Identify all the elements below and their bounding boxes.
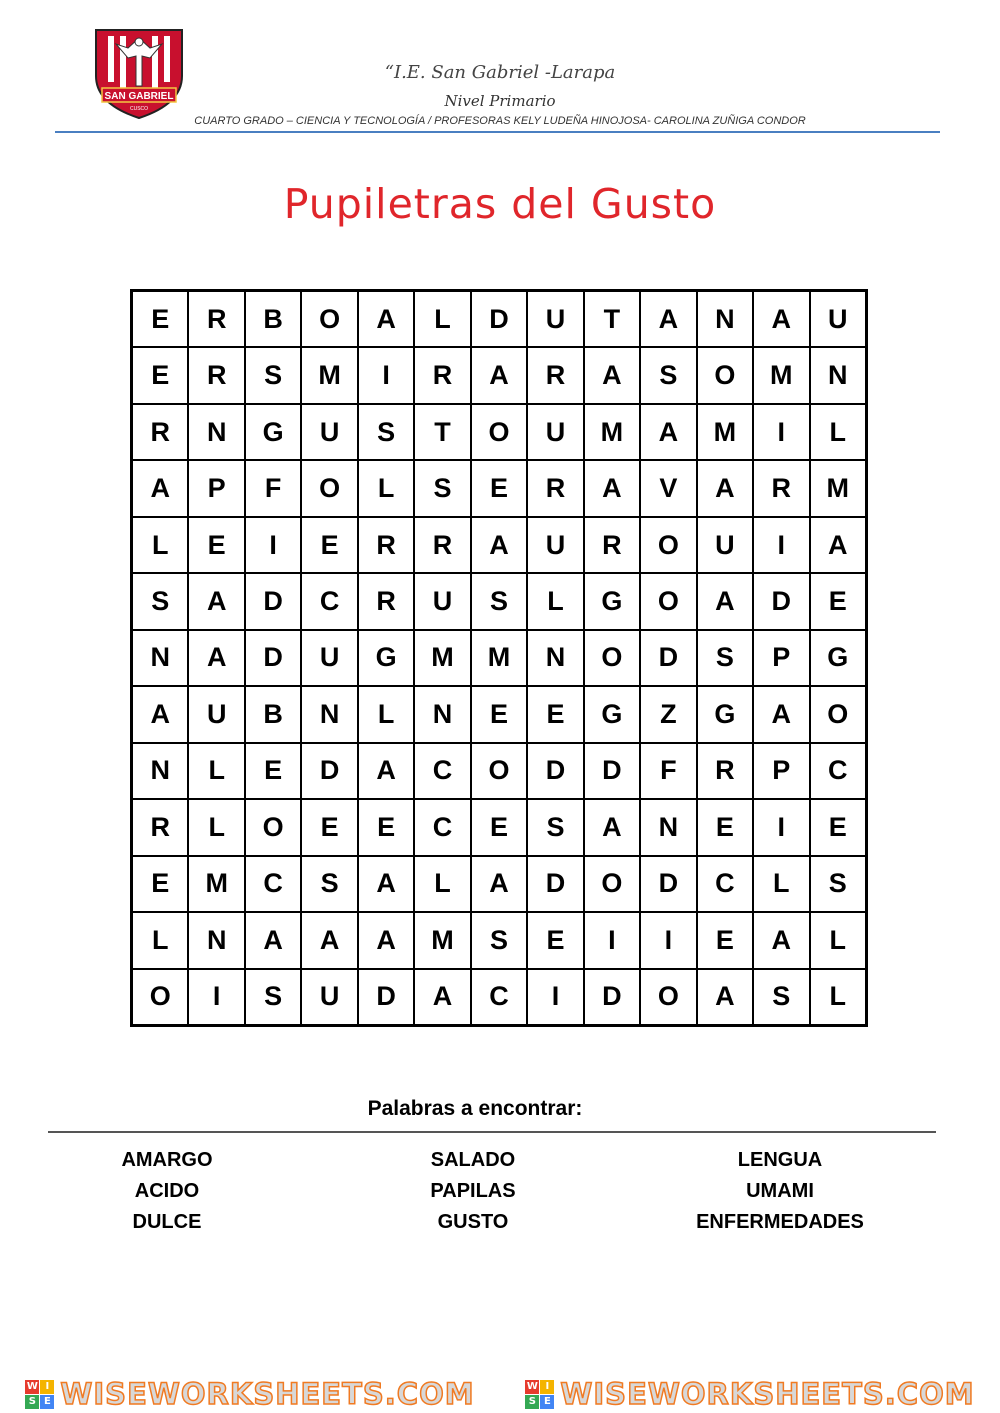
grid-cell[interactable]: D xyxy=(302,744,356,798)
grid-cell[interactable]: S xyxy=(641,348,695,402)
grid-cell[interactable]: M xyxy=(415,913,469,967)
grid-cell[interactable]: O xyxy=(302,292,356,346)
grid-cell[interactable]: N xyxy=(189,913,243,967)
grid-cell[interactable]: U xyxy=(415,574,469,628)
grid-cell[interactable]: S xyxy=(472,913,526,967)
word-column-3 xyxy=(650,1145,910,1238)
grid-cell[interactable]: N xyxy=(528,631,582,685)
grid-cell[interactable]: S xyxy=(359,405,413,459)
grid-cell[interactable]: P xyxy=(754,631,808,685)
school-name: “I.E. San Gabriel -Larapa xyxy=(384,62,616,83)
grid-cell[interactable]: R xyxy=(189,348,243,402)
grid-cell[interactable]: A xyxy=(698,461,752,515)
grid-cell[interactable]: T xyxy=(585,292,639,346)
grid-cell[interactable]: E xyxy=(698,913,752,967)
grid-cell[interactable]: E xyxy=(811,800,865,854)
grid-cell[interactable]: O xyxy=(246,800,300,854)
grid-cell[interactable]: O xyxy=(472,405,526,459)
word-list-heading: Palabras a encontrar: xyxy=(367,1097,583,1120)
grid-cell[interactable]: I xyxy=(189,970,243,1024)
grid-cell[interactable]: I xyxy=(246,518,300,572)
grid-cell[interactable]: S xyxy=(528,800,582,854)
grid-cell[interactable]: N xyxy=(302,687,356,741)
grid-cell[interactable]: N xyxy=(133,744,187,798)
grid-cell[interactable]: D xyxy=(528,857,582,911)
grid-cell[interactable]: S xyxy=(472,574,526,628)
grid-cell[interactable]: D xyxy=(641,857,695,911)
grid-cell[interactable]: E xyxy=(472,687,526,741)
grid-cell[interactable]: A xyxy=(133,687,187,741)
logo-text: SAN GABRIEL xyxy=(104,91,174,102)
grid-cell[interactable]: O xyxy=(585,631,639,685)
grid-cell[interactable]: L xyxy=(415,292,469,346)
grid-cell[interactable]: S xyxy=(415,461,469,515)
grid-cell[interactable]: O xyxy=(641,970,695,1024)
grid-cell[interactable]: M xyxy=(811,461,865,515)
grid-cell[interactable]: N xyxy=(811,348,865,402)
word-item: AMARGO xyxy=(121,1149,213,1171)
grid-cell[interactable]: U xyxy=(528,292,582,346)
grid-cell[interactable]: I xyxy=(528,970,582,1024)
grid-cell[interactable]: S xyxy=(246,348,300,402)
grid-cell[interactable]: A xyxy=(641,405,695,459)
grid-cell[interactable]: M xyxy=(472,631,526,685)
grid-cell[interactable]: O xyxy=(641,518,695,572)
grid-cell[interactable]: G xyxy=(246,405,300,459)
word-list-divider xyxy=(48,1131,936,1133)
watermark-item xyxy=(25,1377,474,1411)
grid-cell[interactable]: U xyxy=(698,518,752,572)
grid-cell[interactable]: S xyxy=(811,857,865,911)
grid-cell[interactable]: E xyxy=(133,292,187,346)
grid-cell[interactable]: E xyxy=(302,800,356,854)
grid-cell[interactable]: L xyxy=(415,857,469,911)
grid-cell[interactable]: R xyxy=(415,348,469,402)
grid-cell[interactable]: E xyxy=(359,800,413,854)
grid-cell[interactable]: L xyxy=(359,687,413,741)
grid-cell[interactable]: C xyxy=(246,857,300,911)
school-logo xyxy=(92,28,186,120)
wiseworksheets-logo-icon xyxy=(25,1380,54,1409)
grid-cell[interactable]: L xyxy=(811,405,865,459)
grid-cell[interactable]: C xyxy=(811,744,865,798)
grid-cell[interactable]: M xyxy=(754,348,808,402)
grid-cell[interactable]: D xyxy=(359,970,413,1024)
grid-cell[interactable]: L xyxy=(189,800,243,854)
grid-cell[interactable]: M xyxy=(415,631,469,685)
grid-cell[interactable]: M xyxy=(698,405,752,459)
grid-cell[interactable]: C xyxy=(472,970,526,1024)
grid-cell[interactable]: S xyxy=(133,574,187,628)
page-title: Pupiletras del Gusto xyxy=(283,180,717,228)
grid-cell[interactable]: D xyxy=(246,574,300,628)
grid-cell[interactable]: I xyxy=(754,518,808,572)
grid-cell[interactable]: E xyxy=(472,800,526,854)
grid-cell[interactable]: O xyxy=(811,687,865,741)
grid-cell[interactable]: O xyxy=(698,348,752,402)
grid-cell[interactable]: C xyxy=(415,800,469,854)
grid-cell[interactable]: D xyxy=(472,292,526,346)
grid-cell[interactable]: D xyxy=(585,970,639,1024)
word-column-1 xyxy=(37,1145,297,1238)
grid-cell[interactable]: L xyxy=(811,970,865,1024)
grid-cell[interactable]: E xyxy=(811,574,865,628)
grid-cell[interactable]: U xyxy=(189,687,243,741)
watermark-text: WISEWORKSHEETS.COM xyxy=(60,1377,475,1411)
grid-cell[interactable]: G xyxy=(359,631,413,685)
grid-cell[interactable]: A xyxy=(359,744,413,798)
grid-cell[interactable]: A xyxy=(641,292,695,346)
grid-cell[interactable]: E xyxy=(133,348,187,402)
word-item: PAPILAS xyxy=(430,1180,516,1202)
wiseworksheets-logo-icon xyxy=(525,1380,554,1409)
logo-letter: I xyxy=(540,1380,554,1394)
grid-cell[interactable]: C xyxy=(698,857,752,911)
school-level: Nivel Primario xyxy=(444,92,556,110)
grid-cell[interactable]: C xyxy=(302,574,356,628)
grid-cell[interactable]: V xyxy=(641,461,695,515)
grid-cell[interactable]: P xyxy=(189,461,243,515)
grid-cell[interactable]: R xyxy=(359,574,413,628)
grid-cell[interactable]: B xyxy=(246,687,300,741)
grid-cell[interactable]: U xyxy=(302,405,356,459)
grid-cell[interactable]: A xyxy=(472,518,526,572)
grid-cell[interactable]: R xyxy=(528,461,582,515)
grid-cell[interactable]: R xyxy=(133,405,187,459)
grid-cell[interactable]: L xyxy=(133,518,187,572)
grid-cell[interactable]: E xyxy=(246,744,300,798)
grid-cell[interactable]: U xyxy=(302,970,356,1024)
watermark-item xyxy=(525,1377,974,1411)
footer-watermark xyxy=(0,1376,1000,1412)
grid-cell[interactable]: D xyxy=(585,744,639,798)
grid-cell[interactable]: N xyxy=(189,405,243,459)
grid-cell[interactable]: N xyxy=(698,292,752,346)
grid-cell[interactable]: R xyxy=(698,744,752,798)
grid-cell[interactable]: T xyxy=(415,405,469,459)
grid-cell[interactable]: E xyxy=(133,857,187,911)
grid-cell[interactable]: L xyxy=(359,461,413,515)
grid-cell[interactable]: R xyxy=(359,518,413,572)
grid-cell[interactable]: O xyxy=(302,461,356,515)
word-item: ENFERMEDADES xyxy=(696,1211,864,1233)
grid-cell[interactable]: L xyxy=(189,744,243,798)
grid-cell[interactable]: M xyxy=(302,348,356,402)
grid-cell[interactable]: S xyxy=(246,970,300,1024)
logo-subtext: CUSCO xyxy=(129,106,149,112)
header-divider xyxy=(55,131,940,133)
grid-cell[interactable]: D xyxy=(754,574,808,628)
grid-cell[interactable]: F xyxy=(246,461,300,515)
logo-letter: W xyxy=(526,1381,538,1392)
grid-cell[interactable]: A xyxy=(698,574,752,628)
grid-cell[interactable]: R xyxy=(133,800,187,854)
word-item: LENGUA xyxy=(737,1149,823,1171)
grid-cell[interactable]: A xyxy=(754,687,808,741)
grid-cell[interactable]: P xyxy=(754,744,808,798)
grid-cell[interactable]: F xyxy=(641,744,695,798)
grid-cell[interactable]: M xyxy=(189,857,243,911)
grid-cell[interactable]: A xyxy=(189,631,243,685)
grid-cell[interactable]: E xyxy=(189,518,243,572)
grid-cell[interactable]: O xyxy=(472,744,526,798)
grid-cell[interactable]: S xyxy=(754,970,808,1024)
word-item: SALADO xyxy=(430,1149,516,1171)
grid-cell[interactable]: U xyxy=(302,631,356,685)
grid-cell[interactable]: N xyxy=(415,687,469,741)
grid-cell[interactable]: L xyxy=(811,913,865,967)
word-column-2 xyxy=(343,1145,603,1238)
grid-cell[interactable]: B xyxy=(246,292,300,346)
grid-cell[interactable]: C xyxy=(415,744,469,798)
word-item: UMAMI xyxy=(746,1180,814,1202)
grid-cell[interactable]: D xyxy=(641,631,695,685)
grid-cell[interactable]: I xyxy=(585,913,639,967)
logo-letter: I xyxy=(40,1380,54,1394)
logo-letter: W xyxy=(26,1381,38,1392)
grid-cell[interactable]: R xyxy=(585,518,639,572)
grid-cell[interactable]: A xyxy=(472,857,526,911)
grid-cell[interactable]: N xyxy=(641,800,695,854)
grid-cell[interactable]: O xyxy=(133,970,187,1024)
grid-cell[interactable]: G xyxy=(585,574,639,628)
grid-cell[interactable]: A xyxy=(754,913,808,967)
grid-cell[interactable]: A xyxy=(811,518,865,572)
grid-cell[interactable]: E xyxy=(698,800,752,854)
grid-cell[interactable]: A xyxy=(585,800,639,854)
grid-cell[interactable]: L xyxy=(133,913,187,967)
word-item: DULCE xyxy=(132,1211,202,1233)
grid-cell[interactable]: A xyxy=(359,292,413,346)
grid-cell[interactable]: A xyxy=(246,913,300,967)
grid-cell[interactable]: I xyxy=(641,913,695,967)
grid-cell[interactable]: A xyxy=(585,461,639,515)
grid-cell[interactable]: E xyxy=(528,913,582,967)
logo-letter: S xyxy=(25,1395,39,1409)
grid-cell[interactable]: R xyxy=(189,292,243,346)
word-search-grid xyxy=(130,289,868,1027)
grid-cell[interactable]: E xyxy=(528,687,582,741)
grid-cell[interactable]: A xyxy=(754,292,808,346)
grid-cell[interactable]: I xyxy=(754,800,808,854)
grid-cell[interactable]: A xyxy=(133,461,187,515)
grid-cell[interactable]: S xyxy=(698,631,752,685)
grid-cell[interactable]: U xyxy=(811,292,865,346)
grid-cell[interactable]: G xyxy=(811,631,865,685)
grid-cell[interactable]: A xyxy=(189,574,243,628)
watermark-text: WISEWORKSHEETS.COM xyxy=(560,1377,975,1411)
grid-cell[interactable]: L xyxy=(754,857,808,911)
grid-cell[interactable]: R xyxy=(528,348,582,402)
grid-cell[interactable]: R xyxy=(754,461,808,515)
grid-cell[interactable]: E xyxy=(472,461,526,515)
grid-cell[interactable]: D xyxy=(528,744,582,798)
logo-letter: E xyxy=(540,1395,554,1409)
grid-cell[interactable]: S xyxy=(302,857,356,911)
grid-cell[interactable]: I xyxy=(359,348,413,402)
grid-cell[interactable]: A xyxy=(302,913,356,967)
grid-cell[interactable]: O xyxy=(585,857,639,911)
logo-letter: S xyxy=(525,1395,539,1409)
grid-cell[interactable]: U xyxy=(528,518,582,572)
grid-cell[interactable]: G xyxy=(585,687,639,741)
grid-cell[interactable]: Z xyxy=(641,687,695,741)
grid-cell[interactable]: A xyxy=(698,970,752,1024)
grid-cell[interactable]: E xyxy=(302,518,356,572)
logo-letter: E xyxy=(40,1395,54,1409)
grid-cell[interactable]: A xyxy=(415,970,469,1024)
grid-cell[interactable]: A xyxy=(359,857,413,911)
shield-icon xyxy=(92,28,186,120)
word-item: GUSTO xyxy=(437,1211,509,1233)
grid-cell[interactable]: A xyxy=(585,348,639,402)
grid-cell[interactable]: L xyxy=(528,574,582,628)
grid-cell[interactable]: G xyxy=(698,687,752,741)
grid-cell[interactable]: N xyxy=(133,631,187,685)
grid-cell[interactable]: R xyxy=(415,518,469,572)
course-subtitle: CUARTO GRADO – CIENCIA Y TECNOLOGÍA / PROFESORAS KELY LUDEÑA HINOJOSA- CAROLINA ZUÑIGA CONDOR xyxy=(194,115,806,127)
grid-cell[interactable]: A xyxy=(472,348,526,402)
grid-cell[interactable]: I xyxy=(754,405,808,459)
grid-cell[interactable]: A xyxy=(359,913,413,967)
grid-cell[interactable]: D xyxy=(246,631,300,685)
word-item: ACIDO xyxy=(134,1180,200,1202)
grid-cell[interactable]: O xyxy=(641,574,695,628)
grid-cell[interactable]: U xyxy=(528,405,582,459)
grid-cell[interactable]: M xyxy=(585,405,639,459)
